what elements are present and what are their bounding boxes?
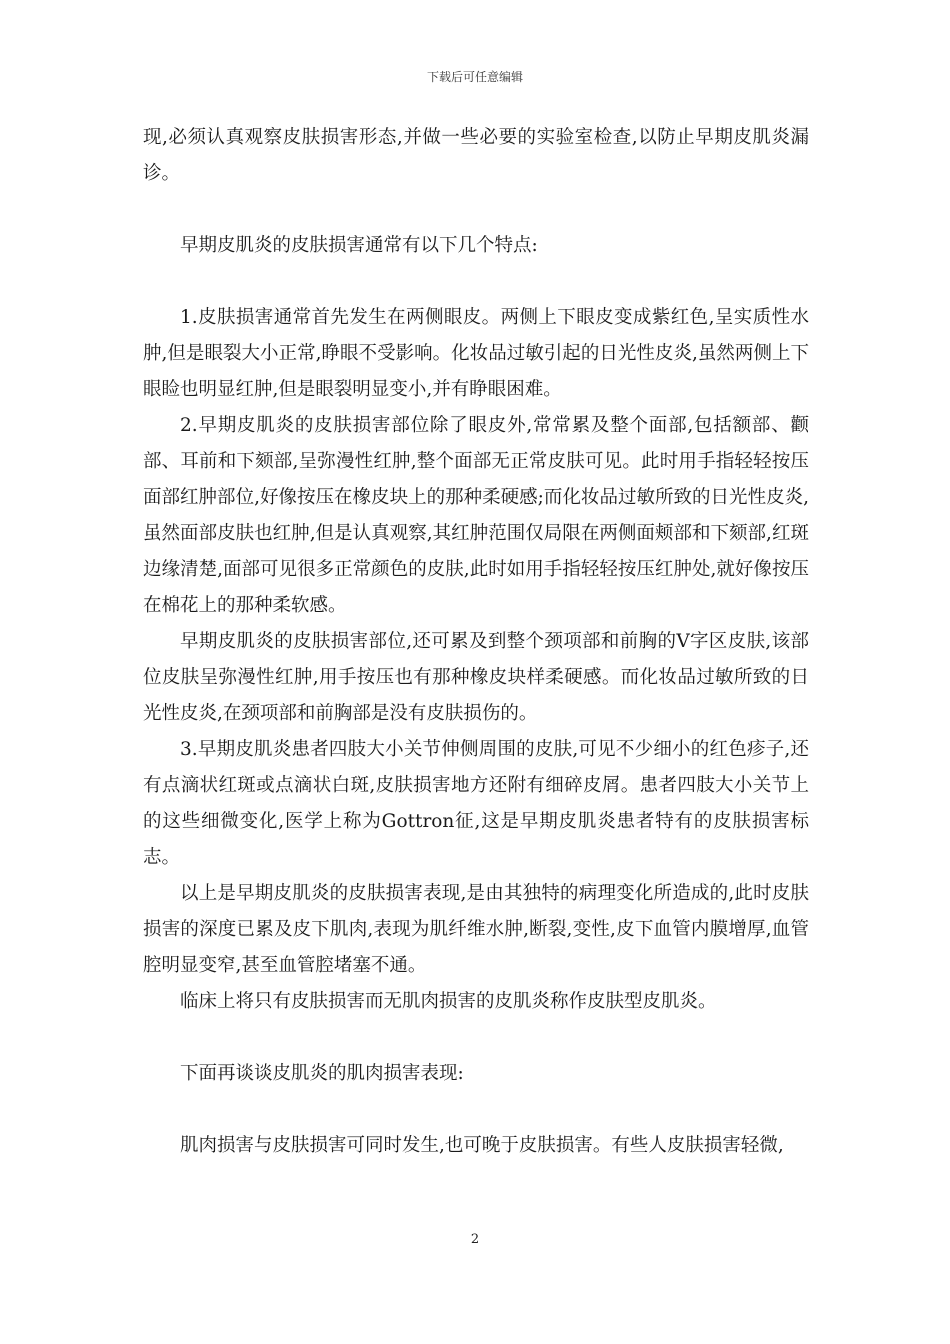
document-body xyxy=(143,120,809,1164)
paragraph-point-2: 2.早期皮肌炎的皮肤损害部位除了眼皮外,常常累及整个面部,包括额部、颧部、耳前和下颏部,呈弥漫性红肿,整个面部无正常皮肤可见。此时用手指轻轻按压面部红肿部位,好像按压在橡皮块上的那种柔硬感;而化妆品过敏所致的日光性皮炎,虽然面部皮肤也红肿,但是认真观察,其红肿范围仅局限在两侧面颊部和下颏部,红斑边缘清楚,面部可见很多正常颜色的皮肤,此时如用手指轻轻按压红肿处,就好像按压在棉花上的那种柔软感。 xyxy=(143,415,809,616)
paragraph-heading-muscle: 下面再谈谈皮肌炎的肌肉损害表现: xyxy=(180,1063,464,1084)
page-number: 2 xyxy=(470,1232,480,1247)
paragraph-point-1: 1.皮肤损害通常首先发生在两侧眼皮。两侧上下眼皮变成紫红色,呈实质性水肿,但是眼裂大小正常,睁眼不受影响。化妆品过敏引起的日光性皮炎,虽然两侧上下眼睑也明显红肿,但是眼裂明显变小,并有睁眼困难。 xyxy=(143,307,809,400)
paragraph-summary: 以上是早期皮肌炎的皮肤损害表现,是由其独特的病理变化所造成的,此时皮肤损害的深度已累及皮下肌肉,表现为肌纤维水肿,断裂,变性,皮下血管内膜增厚,血管腔明显变窄,甚至血管腔堵塞不通。 xyxy=(143,883,809,976)
paragraph-definition: 临床上将只有皮肤损害而无肌肉损害的皮肌炎称作皮肤型皮肌炎。 xyxy=(180,991,717,1012)
paragraph-heading-features: 早期皮肌炎的皮肤损害通常有以下几个特点: xyxy=(180,235,538,256)
paragraph-muscle-intro: 肌肉损害与皮肤损害可同时发生,也可晚于皮肤损害。有些人皮肤损害轻微, xyxy=(180,1135,784,1156)
page-header: 下载后可任意编辑 xyxy=(426,70,523,84)
paragraph-point-3: 3.早期皮肌炎患者四肢大小关节伸侧周围的皮肤,可见不少细小的红色疹子,还有点滴状红斑或点滴状白斑,皮肤损害地方还附有细碎皮屑。患者四肢大小关节上的这些细微变化,医学上称为Gottron征,这是早期皮肌炎患者特有的皮肤损害标志。 xyxy=(143,739,809,868)
paragraph-neck-chest: 早期皮肌炎的皮肤损害部位,还可累及到整个颈项部和前胸的V字区皮肤,该部位皮肤呈弥漫性红肿,用手按压也有那种橡皮块样柔硬感。而化妆品过敏所致的日光性皮炎,在颈项部和前胸部是没有皮肤损伤的。 xyxy=(143,631,809,724)
paragraph-continuation: 现,必须认真观察皮肤损害形态,并做一些必要的实验室检查,以防止早期皮肌炎漏诊。 xyxy=(143,127,809,184)
